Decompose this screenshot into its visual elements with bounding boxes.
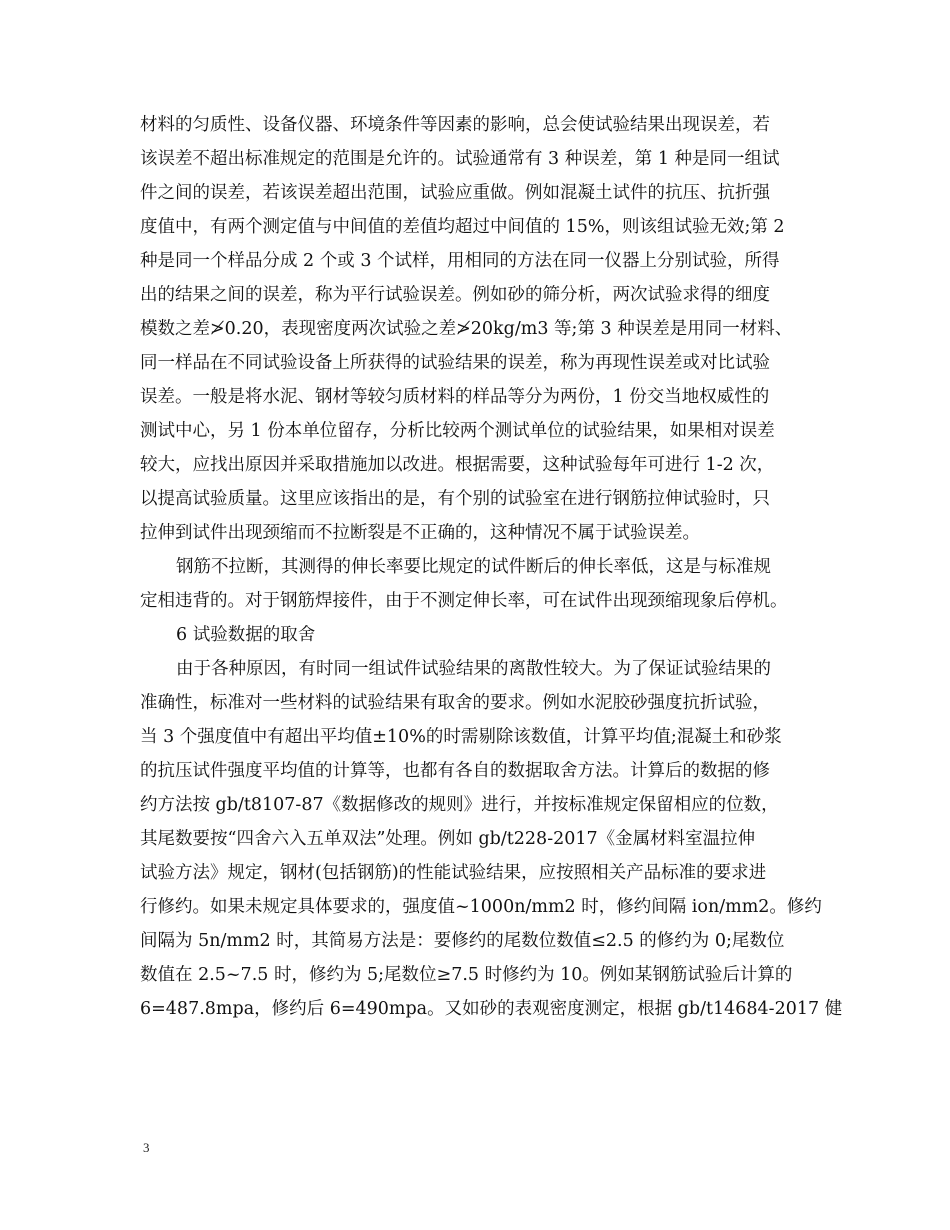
text-line: 试验方法》规定，钢材(包括钢筋)的性能试验结果，应按照相关产品标准的要求进 [140, 863, 767, 883]
text-line: 出的结果之间的误差，称为平行试验误差。例如砂的筛分析，两次试验求得的细度 [140, 285, 770, 305]
text-line: 种是同一个样品分成 2 个或 3 个试样，用相同的方法在同一仪器上分别试验，所得 [140, 251, 780, 271]
text-line: 同一样品在不同试验设备上所获得的试验结果的误差，称为再现性误差或对比试验 [140, 353, 770, 373]
text-line: 的抗压试件强度平均值的计算等，也都有各自的数据取舍方法。计算后的数据的修 [140, 761, 770, 781]
section-heading: 6 试验数据的取舍 [176, 625, 316, 645]
text-line: 误差。一般是将水泥、钢材等较匀质材料的样品等分为两份，1 份交当地权威性的 [140, 387, 770, 407]
text-line: 准确性，标准对一些材料的试验结果有取舍的要求。例如水泥胶砂强度抗折试验， [140, 693, 770, 713]
text-line: 度值中，有两个测定值与中间值的差值均超过中间值的 15%，则该组试验无效;第 2 [140, 217, 785, 237]
text-line: 模数之差≯0.20，表现密度两次试验之差≯20kg/m3 等;第 3 种误差是用同一材料、 [140, 319, 793, 339]
text-line: 间隔为 5n/mm2 时，其简易方法是：要修约的尾数位数值≤2.5 的修约为 0;尾数位 [140, 931, 785, 951]
text-line: 拉伸到试件出现颈缩而不拉断裂是不正确的，这种情况不属于试验误差。 [140, 523, 700, 543]
text-line: 约方法按 gb/t8107-87《数据修改的规则》进行，并按标准规定保留相应的位数， [140, 795, 779, 815]
text-line: 以提高试验质量。这里应该指出的是，有个别的试验室在进行钢筋拉伸试验时，只 [140, 489, 770, 509]
text-line: 较大，应找出原因并采取措施加以改进。根据需要，这种试验每年可进行 1-2 次， [140, 455, 775, 475]
text-line: 钢筋不拉断，其测得的伸长率要比规定的试件断后的伸长率低，这是与标准规 [176, 557, 771, 577]
text-line: 由于各种原因，有时同一组试件试验结果的离散性较大。为了保证试验结果的 [176, 659, 771, 679]
text-line: 行修约。如果未规定具体要求的，强度值~1000n/mm2 时，修约间隔 ion/mm2。修约 [140, 897, 822, 917]
text-line: 材料的匀质性、设备仪器、环境条件等因素的影响，总会使试验结果出现误差，若 [140, 115, 770, 135]
text-line: 该误差不超出标准规定的范围是允许的。试验通常有 3 种误差，第 1 种是同一组试 [140, 149, 780, 169]
text-line: 其尾数要按“四舍六入五单双法”处理。例如 gb/t228-2017《金属材料室温拉伸 [140, 829, 756, 849]
text-line: 件之间的误差，若该误差超出范围，试验应重做。例如混凝土试件的抗压、抗折强 [140, 183, 770, 203]
text-line: 数值在 2.5~7.5 时，修约为 5;尾数位≥7.5 时修约为 10。例如某钢筋试验后计算的 [140, 965, 793, 985]
text-line: 定相违背的。对于钢筋焊接件，由于不测定伸长率，可在试件出现颈缩现象后停机。 [140, 591, 788, 611]
text-line: 当 3 个强度值中有超出平均值±10%的时需剔除该数值，计算平均值;混凝土和砂浆 [140, 727, 782, 747]
text-line: 6=487.8mpa，修约后 6=490mpa。又如砂的表观密度测定，根据 gb/t14684-2017 健 [140, 999, 843, 1019]
page-number: 3 [143, 1140, 150, 1155]
text-line: 测试中心，另 1 份本单位留存，分析比较两个测试单位的试验结果，如果相对误差 [140, 421, 775, 441]
